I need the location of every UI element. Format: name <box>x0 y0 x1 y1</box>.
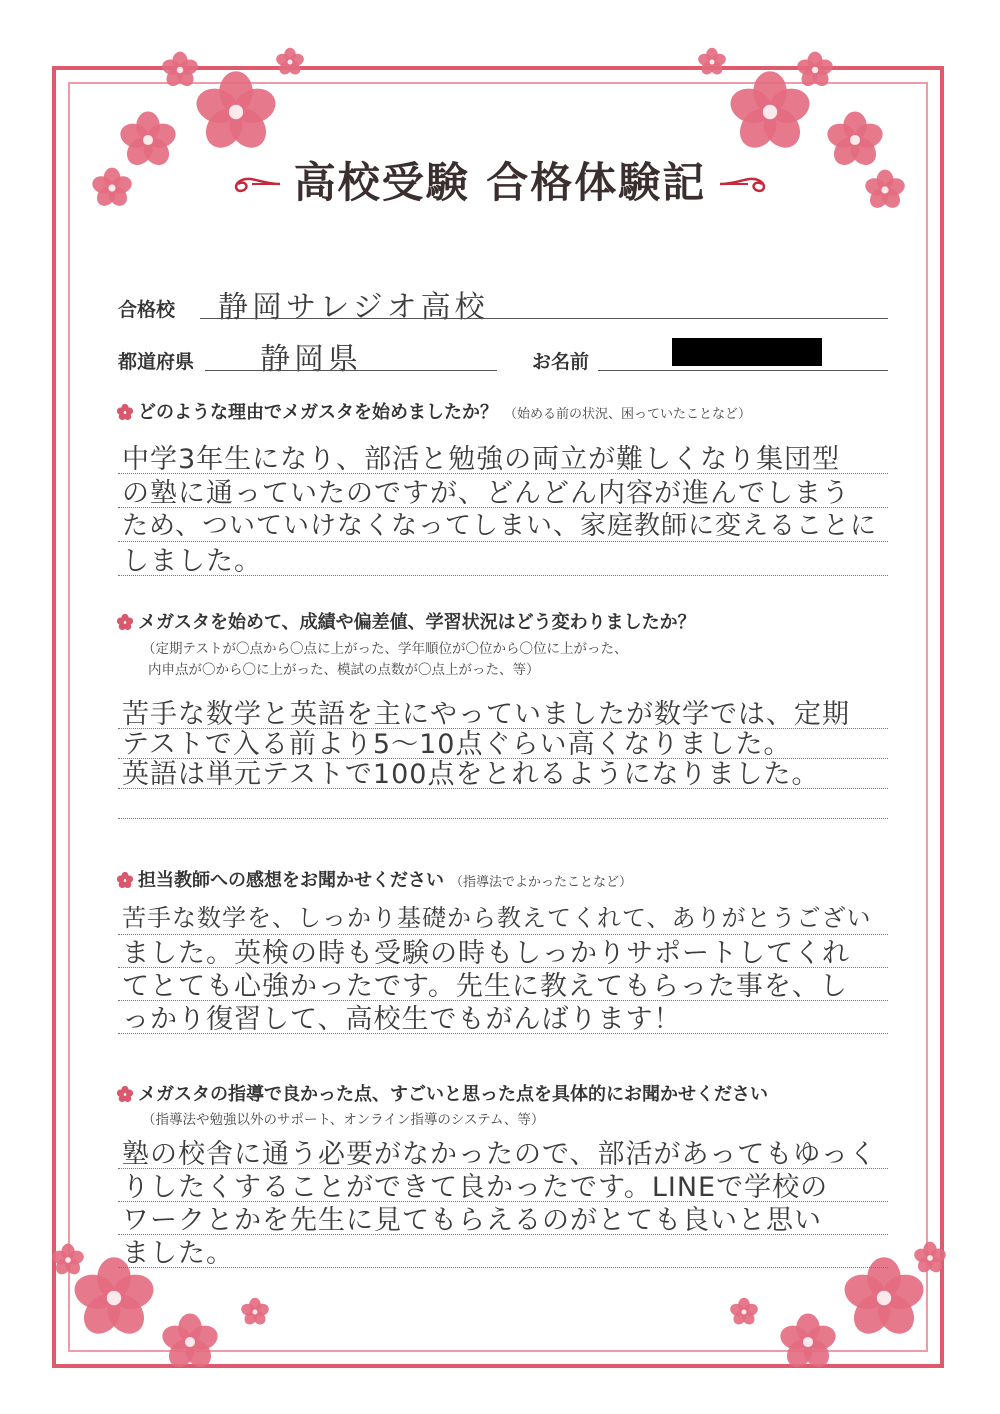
title-area <box>0 150 1000 210</box>
q2-heading-row <box>116 608 696 634</box>
right-swirl-ornament <box>718 172 778 196</box>
sakura-flower-icon <box>160 50 200 90</box>
sakura-flower-icon <box>778 1312 838 1372</box>
answer-text-line: 英語は単元テストで100点をとれるようになりました。 <box>122 759 820 790</box>
q4-heading-row <box>116 1080 768 1106</box>
sakura-flower-icon <box>239 1296 271 1328</box>
answer-text-line: しました。 <box>122 546 262 577</box>
name-label: お名前 <box>532 351 590 373</box>
answer-text-line: ため、ついていけなくなってしまい、家庭教師に変えることに <box>122 511 877 541</box>
dotted-answer-line <box>118 818 888 819</box>
q3-heading-row <box>116 866 632 892</box>
answer-text-line: ました。英検の時も受験の時もしっかりサポートしてくれ <box>122 938 850 969</box>
answer-text-line: りしたくすることができて良かったです。LINEで学校の <box>122 1172 829 1203</box>
answer-text-line: ました。 <box>122 1238 234 1269</box>
school-underline <box>200 318 888 319</box>
sakura-bullet-icon <box>116 403 134 421</box>
school-value: 静岡サレジオ高校 <box>218 290 489 325</box>
q2-heading: メガスタを始めて、成績や偏差値、学習状況はどう変わりましたか？ <box>138 612 696 633</box>
prefecture-underline <box>205 370 497 371</box>
prefecture-value: 静岡県 <box>260 342 362 377</box>
school-label: 合格校 <box>118 299 176 321</box>
answer-text-line: の塾に通っていたのですが、どんどん内容が進んでしまう <box>122 478 850 509</box>
q1-heading: どのような理由でメガスタを始めましたか？ <box>138 402 498 423</box>
q4-note: （指導法や勉強以外のサポート、オンライン指導のシステム、等） <box>142 1112 545 1128</box>
prefecture-label: 都道府県 <box>118 351 195 373</box>
sakura-flower-icon <box>274 46 306 78</box>
q3-note: （指導法でよかったことなど） <box>450 875 633 890</box>
sakura-flower-icon <box>795 50 835 90</box>
sakura-bullet-icon <box>116 613 134 631</box>
name-underline <box>598 370 888 371</box>
q2-note-2: 内申点が〇から〇に上がった、模試の点数が〇点上がった、等） <box>148 662 540 678</box>
sakura-flower-icon <box>50 1242 86 1278</box>
q1-heading-row <box>116 398 751 424</box>
sakura-bullet-icon <box>116 1085 134 1103</box>
answer-text-line: っかり復習して、高校生でもがんばります！ <box>122 1004 682 1035</box>
answer-text-line: 塾の校舎に通う必要がなかったので、部活があってもゆっく <box>122 1139 877 1170</box>
answer-text-line: 苦手な数学を、しっかり基礎から教えてくれて、ありがとうござい <box>122 904 872 932</box>
answer-text-line: 中学3年生になり、部活と勉強の両立が難しくなり集団型 <box>122 444 841 475</box>
answer-text-line: てとても心強かったです。先生に教えてもらった事を、し <box>122 971 848 1002</box>
sakura-flower-icon <box>696 46 728 78</box>
name-redaction <box>672 338 822 366</box>
page-title: 高校受験 合格体験記 <box>293 158 707 207</box>
q3-heading: 担当教師への感想をお聞かせください <box>138 870 444 891</box>
q1-note: （始める前の状況、困っていたことなど） <box>504 407 752 422</box>
sakura-flower-icon <box>194 70 278 154</box>
answer-text-line: テストで入る前より5～10点ぐらい高くなりました。 <box>122 729 792 760</box>
sakura-flower-icon <box>728 1296 760 1328</box>
q4-heading: メガスタの指導で良かった点、すごいと思った点を具体的にお聞かせください <box>138 1084 768 1105</box>
sakura-flower-icon <box>160 1312 220 1372</box>
q2-note-1: （定期テストが〇点から〇点に上がった、学年順位が〇位から〇位に上がった、 <box>142 641 628 657</box>
sakura-bullet-icon <box>116 871 134 889</box>
answer-text-line: 苦手な数学と英語を主にやっていましたが数学では、定期 <box>122 699 850 730</box>
sakura-flower-icon <box>912 1240 948 1276</box>
answer-text-line: ワークとかを先生に見てもらえるのがとても良いと思い <box>122 1205 822 1236</box>
